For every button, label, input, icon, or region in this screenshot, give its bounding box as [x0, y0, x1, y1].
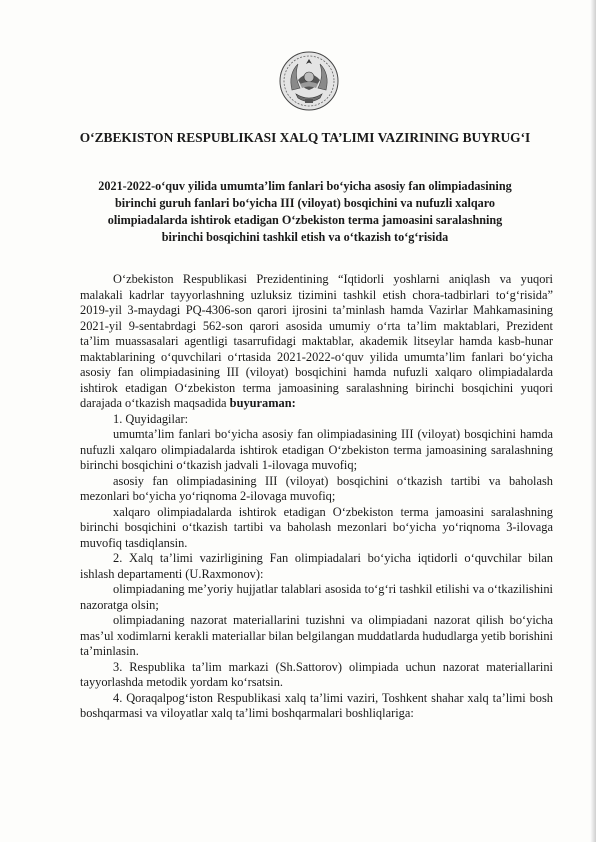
order-subject: 2021-2022-o‘quv yilida umumta’lim fanlari bo‘yicha asosiy fan olimpiadasining birinchi guruh fanlari bo‘yicha III (viloyat) bosqichini va nufuzli xalqaro olimpiadalarda ishtirok etadigan O‘zbekiston terma jamoasini saralashning birinchi bosqichini tashkil etish va o‘tkazish to‘g‘risida — [98, 179, 512, 244]
body-paragraph: asosiy fan olimpiadasining III (viloyat) bosqichini o‘tkazish tartibi va baholash mezonlari bo‘yicha yo‘riqnoma 2-ilovaga muvofiq; — [80, 473, 553, 503]
preamble-text: O‘zbekiston Respublikasi Prezidentining “Iqtidorli yoshlarni aniqlash va yuqori malakali kadrlar tayyorlashning uzluksiz tizimini tashkil etish chora-tadbirlari to‘g‘risida” 2019-yil 3-maydagi PQ-4306-son qarori ijrosini ta’minlash hamda Vazirlar Mahkamasining 2021-yil 9-sentabrdagi 562-son qarori asosida umumiy o‘rta ta’lim maktablari, Prezident ta’lim muassasalari agentligi tasarrufidagi maktablar, akademik litseylar hamda kasb-hunar maktablarining o‘quvchilari o‘rtasida 2021-2022-o‘quv yilida umumta’lim fanlari bo‘yicha asosiy fan olimpiadasining III (viloyat) bosqichini hamda nufuzli xalqaro olimpiadalarda ishtirok etadigan O‘zbekiston terma jamoasining saralashning birinchi bosqichini yuqori darajada o‘tkazish maqsadida — [80, 272, 553, 410]
page-edge-shadow — [590, 0, 596, 842]
state-emblem-icon — [278, 50, 340, 112]
body-paragraph: olimpiadaning me’yoriy hujjatlar talablari asosida to‘g‘ri tashkil etilishi va o‘tkazilishini nazoratga olsin; — [80, 582, 553, 612]
body-paragraph: 4. Qoraqalpog‘iston Respublikasi xalq ta’limi vaziri, Toshkent shahar xalq ta’limi bosh boshqarmasi va viloyatlar xalq ta’limi boshqarmalari boshliqlariga: — [80, 690, 553, 720]
body-paragraph: umumta’lim fanlari bo‘yicha asosiy fan olimpiadasining III (viloyat) bosqichini hamda nufuzli xalqaro olimpiadalarda ishtirok etadigan O‘zbekiston terma jamoasining saralashning birinchi bosqichini o‘tkazish jadvali 1-ilovaga muvofiq; — [80, 427, 553, 472]
preamble-paragraph — [80, 272, 553, 412]
body-paragraph: 3. Respublika ta’lim markazi (Sh.Sattorov) olimpiada uchun nazorat materiallarini tayyorlashda metodik yordam ko‘rsatsin. — [80, 659, 553, 689]
preamble-bold: buyuraman: — [229, 396, 296, 410]
order-body — [80, 272, 553, 722]
body-paragraph: olimpiadaning nazorat materiallarini tuzishni va olimpiadani nazorat qilish bo‘yicha mas’ul xodimlarni kerakli materiallar bilan belgilangan muddatlarda hududlarga yetib borishini ta’minlasin. — [80, 613, 553, 658]
body-paragraph: xalqaro olimpiadalarda ishtirok etadigan O‘zbekiston terma jamoasini saralashning birinchi bosqichini o‘tkazish tartibi va baholash mezonlari bo‘yicha yo‘riqnoma 3-ilovaga muvofiq tasdiqlansin. — [80, 504, 553, 550]
order-title: O‘ZBEKISTON RESPUBLIKASI XALQ TA’LIMI VAZIRINING BUYRUG‘I — [79, 130, 531, 145]
body-paragraph: 2. Xalq ta’limi vazirligining Fan olimpiadalari bo‘yicha iqtidorli o‘quvchilar bilan ishlash departamenti (U.Raxmonov): — [80, 551, 553, 581]
body-paragraph: 1. Quyidagilar: — [113, 411, 189, 426]
